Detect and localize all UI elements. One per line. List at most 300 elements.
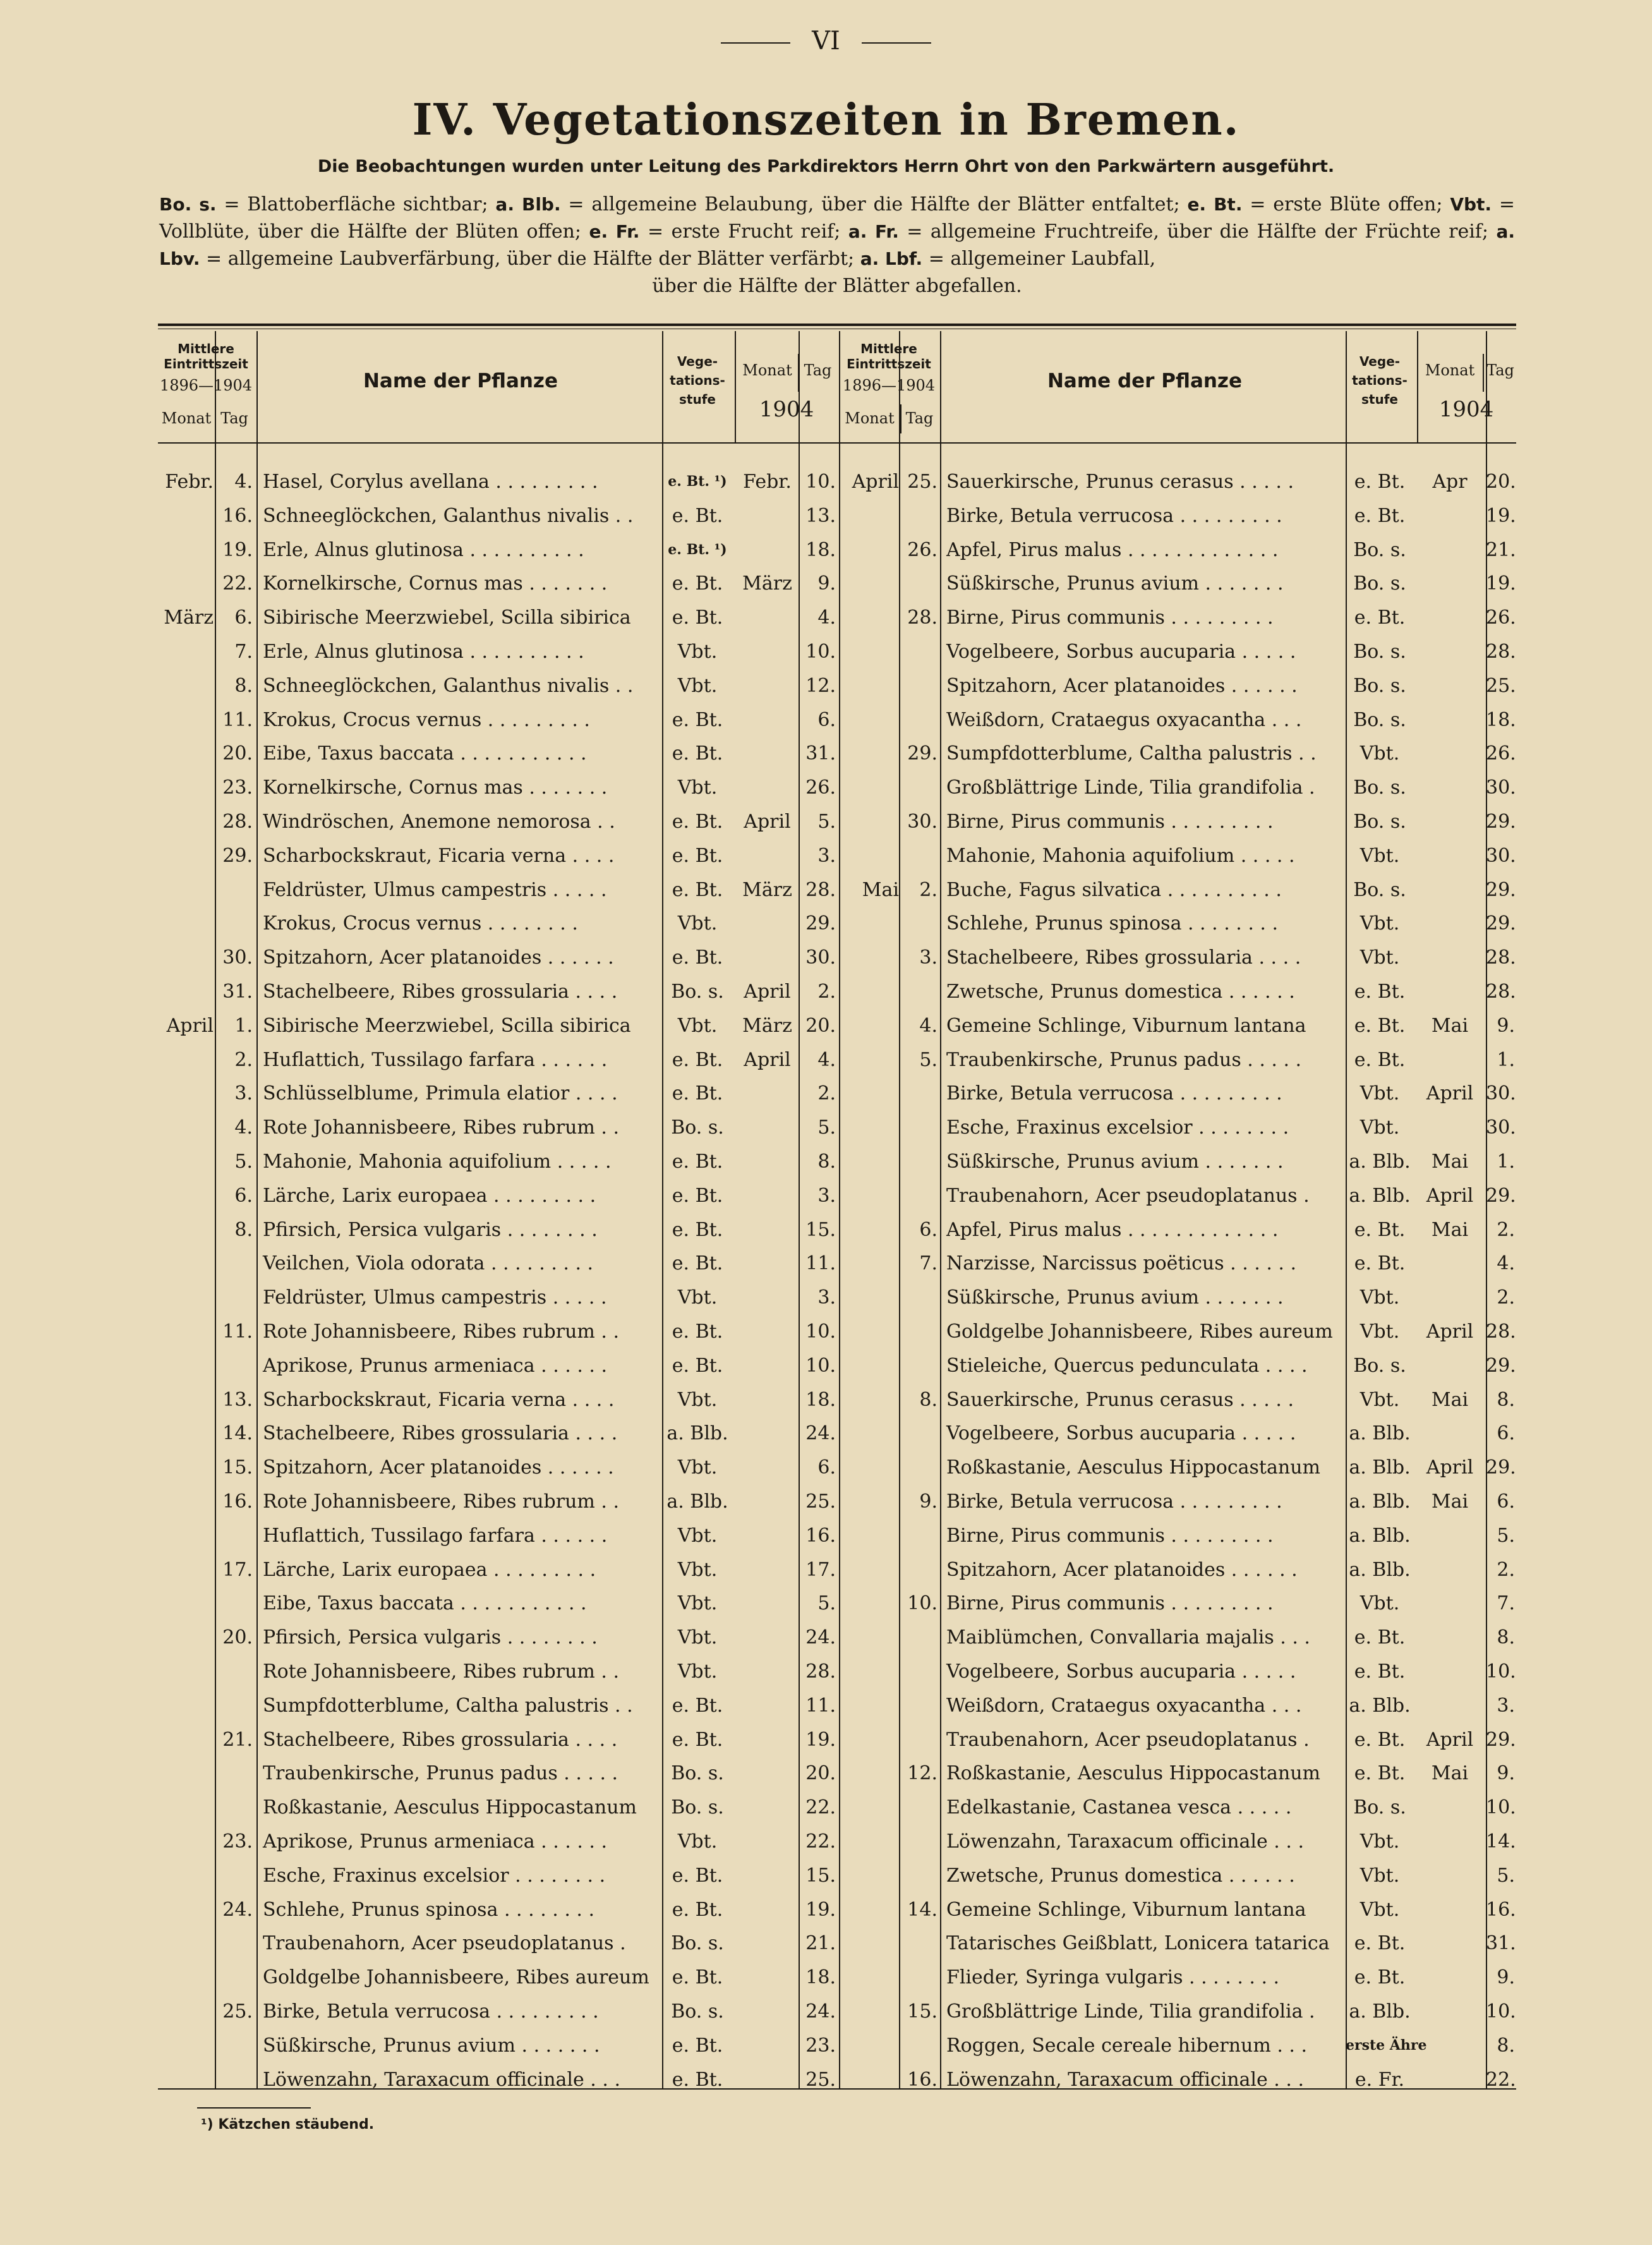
mean-day-cell: 9. bbox=[919, 1491, 938, 1513]
mean-month-cell bbox=[840, 499, 899, 533]
column-line bbox=[1417, 331, 1418, 442]
plant-name-cell: Sauerkirsche, Prunus cerasus . . . . . bbox=[946, 471, 1294, 493]
plant-name-cell: Goldgelbe Johannisbeere, Ribes aureum bbox=[946, 1321, 1333, 1343]
stage-cell: a. Blb. bbox=[1349, 1422, 1411, 1445]
mean-month-cell bbox=[159, 1315, 214, 1348]
observed-month-cell bbox=[737, 1621, 797, 1654]
plant-name-cell: Traubenkirsche, Prunus padus . . . . . bbox=[263, 1762, 618, 1785]
mean-day-cell: 13. bbox=[222, 1388, 253, 1411]
stage-cell: e. Bt. bbox=[1354, 1661, 1406, 1683]
observed-month-cell bbox=[1418, 805, 1482, 838]
plant-name-cell: Edelkastanie, Castanea vesca . . . . . bbox=[946, 1796, 1292, 1819]
mean-day-cell bbox=[901, 771, 938, 804]
mean-month-cell: Mai bbox=[862, 878, 899, 901]
stage-cell: Bo. s. bbox=[671, 1796, 724, 1819]
observed-month-cell bbox=[1418, 1417, 1482, 1450]
stage-cell: e. Bt. bbox=[672, 1151, 723, 1173]
observed-day-cell: 11. bbox=[805, 1694, 836, 1717]
observed-month-cell bbox=[737, 1825, 797, 1858]
mean-month-cell bbox=[159, 1757, 214, 1790]
stage-cell: Vbt. bbox=[677, 1524, 718, 1547]
stage-cell: Vbt. bbox=[677, 1014, 718, 1037]
observed-day-cell: 21. bbox=[805, 1932, 836, 1955]
mean-day-cell bbox=[216, 1519, 253, 1552]
header-year-monat: Monat bbox=[742, 361, 792, 379]
observed-day-cell: 3. bbox=[817, 844, 836, 867]
observed-month-cell bbox=[1418, 941, 1482, 974]
observed-month-cell bbox=[1418, 1111, 1482, 1144]
plant-name-cell: Süßkirsche, Prunus avium . . . . . . . bbox=[946, 1286, 1284, 1309]
observed-day-cell: 15. bbox=[805, 1218, 836, 1241]
mean-month-cell bbox=[159, 1519, 214, 1552]
mean-day-cell: 28. bbox=[907, 607, 938, 629]
mean-day-cell bbox=[901, 1655, 938, 1688]
observed-month-cell bbox=[737, 1655, 797, 1688]
observed-month-cell: April bbox=[1426, 1728, 1474, 1751]
stage-cell: e. Bt. bbox=[1354, 1762, 1406, 1785]
observed-day-cell: 26. bbox=[1486, 607, 1516, 629]
observed-month-cell bbox=[737, 1077, 797, 1110]
plant-name-cell: Rote Johannisbeere, Ribes rubrum . . bbox=[263, 1321, 619, 1343]
plant-name-cell: Zwetsche, Prunus domestica . . . . . . bbox=[946, 981, 1295, 1003]
plant-name-cell: Birke, Betula verrucosa . . . . . . . . . bbox=[946, 504, 1282, 527]
observed-month-cell bbox=[1418, 499, 1482, 533]
mean-month-cell bbox=[159, 1179, 214, 1213]
stage-cell: e. Bt. bbox=[672, 607, 723, 629]
observed-month-cell bbox=[737, 1417, 797, 1450]
stage-cell: e. Bt. bbox=[672, 844, 723, 867]
column-line bbox=[940, 331, 941, 2088]
observed-month-cell bbox=[737, 839, 797, 873]
mean-day-cell: 2. bbox=[234, 1048, 253, 1071]
mean-month-cell bbox=[840, 737, 899, 770]
stage-cell: Bo. s. bbox=[1353, 811, 1406, 833]
observed-day-cell: 5. bbox=[1497, 1864, 1515, 1887]
observed-day-cell: 30. bbox=[1486, 1082, 1516, 1105]
header-tations: tations- bbox=[670, 373, 725, 388]
observed-day-cell: 9. bbox=[1497, 1014, 1515, 1037]
mean-month-cell bbox=[159, 1689, 214, 1722]
plant-name-cell: Scharbockskraut, Ficaria verna . . . . bbox=[263, 844, 615, 867]
observed-day-cell: 29. bbox=[1486, 878, 1516, 901]
plant-name-cell: Esche, Fraxinus excelsior . . . . . . . . bbox=[263, 1864, 606, 1887]
mean-day-cell bbox=[216, 1247, 253, 1280]
mean-month-cell bbox=[840, 1859, 899, 1892]
observed-day-cell: 6. bbox=[817, 1456, 836, 1479]
observed-month-cell bbox=[737, 1247, 797, 1280]
stage-cell: e. Bt. bbox=[1354, 1966, 1406, 1989]
mean-month-cell bbox=[840, 805, 899, 838]
plant-name-cell: Traubenahorn, Acer pseudoplatanus . bbox=[946, 1184, 1310, 1207]
mean-month-cell bbox=[840, 703, 899, 737]
observed-month-cell bbox=[1418, 1893, 1482, 1927]
observed-month-cell bbox=[737, 1689, 797, 1722]
stage-cell: Vbt. bbox=[1360, 844, 1400, 867]
plant-name-cell: Eibe, Taxus baccata . . . . . . . . . . . bbox=[263, 742, 587, 765]
stage-cell: e. Bt. bbox=[672, 811, 723, 833]
observed-day-cell: 12. bbox=[805, 674, 836, 697]
mean-day-cell: 7. bbox=[234, 641, 253, 663]
mean-month-cell bbox=[159, 1723, 214, 1757]
observed-month-cell: März bbox=[742, 878, 792, 901]
observed-day-cell: 18. bbox=[805, 1966, 836, 1989]
mean-day-cell: 4. bbox=[234, 471, 253, 493]
mean-day-cell: 12. bbox=[907, 1762, 938, 1785]
page-subtitle: Die Beobachtungen wurden unter Leitung des Parkdirektors Herrn Ohrt von den Parkwärtern ausgeführt. bbox=[317, 157, 1335, 176]
plant-name-cell: Mahonie, Mahonia aquifolium . . . . . bbox=[263, 1151, 612, 1173]
mean-day-cell: 3. bbox=[919, 947, 938, 969]
observed-month-cell bbox=[737, 1315, 797, 1348]
mean-month-cell bbox=[840, 1043, 899, 1077]
stage-cell: Bo. s. bbox=[1353, 777, 1406, 799]
mean-month-cell bbox=[840, 1213, 899, 1247]
stage-cell: a. Blb. bbox=[666, 1491, 728, 1513]
observed-month-cell bbox=[1418, 975, 1482, 1008]
observed-day-cell: 21. bbox=[1486, 538, 1516, 561]
observed-month-cell: März bbox=[742, 572, 792, 595]
observed-day-cell: 31. bbox=[1486, 1932, 1516, 1955]
mean-month-cell bbox=[840, 1723, 899, 1757]
mean-month-cell bbox=[840, 1111, 899, 1144]
mean-day-cell: 4. bbox=[234, 1116, 253, 1139]
stage-cell: a. Blb. bbox=[1349, 1456, 1411, 1479]
mean-day-cell: 25. bbox=[222, 2000, 253, 2023]
stage-cell: e. Bt. ¹) bbox=[668, 541, 727, 558]
mean-month-cell bbox=[159, 1349, 214, 1383]
plant-name-cell: Goldgelbe Johannisbeere, Ribes aureum bbox=[263, 1966, 649, 1989]
observed-day-cell: 24. bbox=[805, 2000, 836, 2023]
plant-name-cell: Großblättrige Linde, Tilia grandifolia . bbox=[946, 777, 1315, 799]
plant-name-cell: Birke, Betula verrucosa . . . . . . . . . bbox=[946, 1082, 1282, 1105]
mean-day-cell: 11. bbox=[222, 708, 253, 731]
observed-month-cell: Mai bbox=[1431, 1151, 1469, 1173]
mean-day-cell bbox=[901, 975, 938, 1008]
observed-day-cell: 9. bbox=[817, 572, 836, 595]
mean-day-cell: 6. bbox=[919, 1218, 938, 1241]
stage-cell: Bo. s. bbox=[1353, 878, 1406, 901]
mean-day-cell bbox=[901, 703, 938, 737]
legend-abbreviation: a. Blb. bbox=[495, 194, 561, 215]
observed-day-cell: 29. bbox=[1486, 912, 1516, 935]
stage-cell: Bo. s. bbox=[1353, 641, 1406, 663]
mean-day-cell: 21. bbox=[222, 1728, 253, 1751]
observed-day-cell: 14. bbox=[1486, 1830, 1516, 1853]
stage-cell: Vbt. bbox=[677, 1558, 718, 1581]
plant-name-cell: Sibirische Meerzwiebel, Scilla sibirica bbox=[263, 607, 631, 629]
mean-month-cell: Febr. bbox=[165, 471, 214, 493]
observed-month-cell bbox=[737, 1111, 797, 1144]
mean-month-cell bbox=[840, 975, 899, 1008]
legend-definition: = erste Blüte offen; bbox=[1242, 193, 1450, 215]
mean-month-cell bbox=[840, 1485, 899, 1518]
mean-month-cell bbox=[159, 975, 214, 1008]
observed-month-cell bbox=[1418, 1553, 1482, 1587]
stage-cell: e. Bt. bbox=[672, 1321, 723, 1343]
stage-cell: a. Blb. bbox=[666, 1422, 728, 1445]
plant-name-cell: Süßkirsche, Prunus avium . . . . . . . bbox=[946, 1151, 1284, 1173]
plant-name-cell: Rote Johannisbeere, Ribes rubrum . . bbox=[263, 1491, 619, 1513]
mean-month-cell bbox=[840, 941, 899, 974]
observed-month-cell bbox=[737, 1383, 797, 1417]
mean-day-cell bbox=[216, 1757, 253, 1790]
plant-name-cell: Maiblümchen, Convallaria majalis . . . bbox=[946, 1626, 1310, 1649]
mean-day-cell bbox=[901, 1859, 938, 1892]
observed-day-cell: 5. bbox=[1497, 1524, 1515, 1547]
observed-month-cell: April bbox=[744, 1048, 791, 1071]
plant-name-cell: Traubenkirsche, Prunus padus . . . . . bbox=[946, 1048, 1302, 1071]
plant-name-cell: Spitzahorn, Acer platanoides . . . . . . bbox=[946, 1558, 1298, 1581]
observed-month-cell bbox=[737, 771, 797, 804]
mean-day-cell: 20. bbox=[222, 1626, 253, 1649]
mean-month-cell bbox=[840, 533, 899, 567]
stage-cell: a. Blb. bbox=[1349, 1151, 1411, 1173]
table-top-rule bbox=[158, 324, 1516, 326]
mean-day-cell: 6. bbox=[234, 607, 253, 629]
observed-day-cell: 30. bbox=[805, 947, 836, 969]
stage-cell: Vbt. bbox=[1360, 1082, 1400, 1105]
observed-month-cell: Febr. bbox=[743, 471, 792, 493]
plant-name-cell: Schlehe, Prunus spinosa . . . . . . . . bbox=[263, 1898, 595, 1921]
plant-name-cell: Narzisse, Narcissus poëticus . . . . . . bbox=[946, 1252, 1297, 1275]
mean-day-cell bbox=[216, 1655, 253, 1688]
stage-cell: e. Bt. bbox=[672, 1048, 723, 1071]
abbreviation-legend bbox=[159, 191, 1515, 300]
mean-month-cell bbox=[840, 1995, 899, 2028]
mean-day-cell: 23. bbox=[222, 777, 253, 799]
mean-month-cell bbox=[840, 1009, 899, 1043]
observed-day-cell: 19. bbox=[1486, 504, 1516, 527]
mean-month-cell bbox=[159, 2063, 214, 2097]
plant-name-cell: Aprikose, Prunus armeniaca . . . . . . bbox=[263, 1830, 608, 1853]
observed-day-cell: 8. bbox=[1497, 2034, 1515, 2057]
mean-month-cell bbox=[840, 1689, 899, 1722]
mean-day-cell bbox=[901, 1689, 938, 1722]
observed-month-cell: April bbox=[1426, 1321, 1474, 1343]
header-stufe: stufe bbox=[1361, 392, 1398, 407]
observed-month-cell bbox=[737, 1213, 797, 1247]
observed-month-cell: Mai bbox=[1431, 1014, 1469, 1037]
stage-cell: Vbt. bbox=[1360, 1116, 1400, 1139]
mean-day-cell: 26. bbox=[907, 538, 938, 561]
observed-day-cell: 25. bbox=[805, 1491, 836, 1513]
observed-day-cell: 4. bbox=[1497, 1252, 1515, 1275]
plant-name-cell: Pfirsich, Persica vulgaris . . . . . . . . bbox=[263, 1626, 598, 1649]
plant-name-cell: Süßkirsche, Prunus avium . . . . . . . bbox=[946, 572, 1284, 595]
stage-cell: erste Ähre bbox=[1346, 2036, 1427, 2054]
mean-month-cell bbox=[840, 1281, 899, 1314]
mean-day-cell: 11. bbox=[222, 1321, 253, 1343]
observed-day-cell: 13. bbox=[805, 504, 836, 527]
mean-month-cell bbox=[159, 1077, 214, 1110]
mean-day-cell bbox=[901, 1451, 938, 1484]
observed-month-cell bbox=[1418, 1995, 1482, 2028]
mean-month-cell bbox=[159, 771, 214, 804]
observed-month-cell bbox=[1418, 1247, 1482, 1280]
plant-name-cell: Gemeine Schlinge, Viburnum lantana bbox=[946, 1014, 1306, 1037]
observed-month-cell bbox=[1418, 2063, 1482, 2097]
observed-month-cell bbox=[1418, 1349, 1482, 1383]
observed-day-cell: 17. bbox=[805, 1558, 836, 1581]
plant-name-cell: Huflattich, Tussilago farfara . . . . . . bbox=[263, 1524, 608, 1547]
mean-day-cell bbox=[901, 567, 938, 600]
observed-day-cell: 29. bbox=[1486, 811, 1516, 833]
observed-month-cell: April bbox=[1426, 1082, 1474, 1105]
mean-month-cell bbox=[840, 1247, 899, 1280]
mean-day-cell bbox=[901, 1927, 938, 1960]
observed-day-cell: 30. bbox=[1486, 1116, 1516, 1139]
mean-day-cell: 25. bbox=[907, 471, 938, 493]
observed-day-cell: 9. bbox=[1497, 1762, 1515, 1785]
mean-day-cell: 1. bbox=[234, 1014, 253, 1037]
mean-month-cell bbox=[159, 1791, 214, 1824]
plant-name-cell: Birke, Betula verrucosa . . . . . . . . . bbox=[946, 1491, 1282, 1513]
plant-name-cell: Veilchen, Viola odorata . . . . . . . . . bbox=[263, 1252, 594, 1275]
mean-month-cell bbox=[159, 1485, 214, 1518]
stage-cell: e. Bt. bbox=[1354, 1014, 1406, 1037]
mean-month-cell bbox=[159, 1553, 214, 1587]
mean-month-cell bbox=[159, 533, 214, 567]
header-monat: Monat bbox=[161, 409, 212, 427]
observed-day-cell: 29. bbox=[1486, 1184, 1516, 1207]
stage-cell: e. Bt. bbox=[1354, 1252, 1406, 1275]
mean-month-cell bbox=[159, 1281, 214, 1314]
plant-name-cell: Krokus, Crocus vernus . . . . . . . . . bbox=[263, 708, 590, 731]
mean-day-cell: 28. bbox=[222, 811, 253, 833]
stage-cell: e. Bt. bbox=[1354, 607, 1406, 629]
observed-month-cell bbox=[1418, 1961, 1482, 1994]
page-title: IV. Vegetationszeiten in Bremen. bbox=[412, 95, 1240, 145]
stage-cell: e. Bt. bbox=[672, 1354, 723, 1377]
mean-month-cell bbox=[840, 1519, 899, 1552]
observed-month-cell bbox=[1418, 839, 1482, 873]
plant-name-cell: Pfirsich, Persica vulgaris . . . . . . . . bbox=[263, 1218, 598, 1241]
observed-month-cell bbox=[1418, 1825, 1482, 1858]
stage-cell: Vbt. bbox=[677, 1830, 718, 1853]
mean-day-cell: 6. bbox=[234, 1184, 253, 1207]
legend-definition: = allgemeiner Laubfall, bbox=[922, 248, 1156, 270]
plant-name-cell: Schlehe, Prunus spinosa . . . . . . . . bbox=[946, 912, 1279, 935]
mean-day-cell: 30. bbox=[222, 947, 253, 969]
mean-month-cell bbox=[840, 2063, 899, 2097]
mean-day-cell bbox=[901, 635, 938, 669]
plant-name-cell: Schneeglöckchen, Galanthus nivalis . . bbox=[263, 504, 634, 527]
stage-cell: Vbt. bbox=[1360, 1898, 1400, 1921]
mean-month-cell bbox=[159, 1043, 214, 1077]
stage-cell: Vbt. bbox=[677, 1286, 718, 1309]
plant-name-cell: Sibirische Meerzwiebel, Scilla sibirica bbox=[263, 1014, 631, 1037]
mean-month-cell bbox=[840, 635, 899, 669]
plant-name-cell: Rote Johannisbeere, Ribes rubrum . . bbox=[263, 1116, 619, 1139]
observed-day-cell: 4. bbox=[817, 607, 836, 629]
mean-day-cell: 29. bbox=[222, 844, 253, 867]
observed-month-cell: Apr bbox=[1432, 471, 1468, 493]
stage-cell: e. Bt. bbox=[672, 708, 723, 731]
observed-day-cell: 28. bbox=[1486, 947, 1516, 969]
observed-day-cell: 1. bbox=[1497, 1151, 1515, 1173]
mean-month-cell bbox=[159, 1111, 214, 1144]
header-split-line bbox=[1483, 354, 1484, 392]
stage-cell: a. Blb. bbox=[1349, 1184, 1411, 1207]
stage-cell: Bo. s. bbox=[671, 1116, 724, 1139]
stage-cell: e. Bt. bbox=[1354, 1932, 1406, 1955]
stage-cell: e. Bt. bbox=[672, 572, 723, 595]
plant-name-cell: Zwetsche, Prunus domestica . . . . . . bbox=[946, 1864, 1295, 1887]
observed-month-cell: April bbox=[744, 811, 791, 833]
stage-cell: Bo. s. bbox=[1353, 572, 1406, 595]
mean-day-cell: 7. bbox=[919, 1252, 938, 1275]
mean-day-cell bbox=[901, 2029, 938, 2062]
header-vege: Vege- bbox=[677, 354, 718, 369]
observed-day-cell: 8. bbox=[1497, 1626, 1515, 1649]
header-mittlere: Mittlere bbox=[178, 341, 234, 356]
stage-cell: a. Blb. bbox=[1349, 1558, 1411, 1581]
plant-name-cell: Sumpfdotterblume, Caltha palustris . . bbox=[946, 742, 1317, 765]
observed-day-cell: 10. bbox=[805, 1321, 836, 1343]
observed-day-cell: 3. bbox=[817, 1184, 836, 1207]
plant-name-cell: Vogelbeere, Sorbus aucuparia . . . . . bbox=[946, 1422, 1296, 1445]
observed-day-cell: 2. bbox=[817, 981, 836, 1003]
mean-day-cell: 17. bbox=[222, 1558, 253, 1581]
mean-month-cell bbox=[840, 1417, 899, 1450]
mean-month-cell bbox=[840, 669, 899, 703]
plant-name-cell: Kornelkirsche, Cornus mas . . . . . . . bbox=[263, 777, 608, 799]
observed-month-cell bbox=[737, 1451, 797, 1484]
mean-month-cell bbox=[159, 703, 214, 737]
mean-day-cell: 8. bbox=[234, 674, 253, 697]
observed-day-cell: 29. bbox=[1486, 1354, 1516, 1377]
header-year-tag: Tag bbox=[804, 361, 832, 379]
mean-month-cell bbox=[840, 1077, 899, 1110]
observed-day-cell: 30. bbox=[1486, 777, 1516, 799]
observed-month-cell bbox=[1418, 601, 1482, 634]
observed-month-cell bbox=[737, 1791, 797, 1824]
mean-day-cell bbox=[216, 2029, 253, 2062]
observed-day-cell: 19. bbox=[1486, 572, 1516, 595]
mean-month-cell: April bbox=[852, 471, 899, 493]
observed-month-cell bbox=[737, 1961, 797, 1994]
plant-name-cell: Gemeine Schlinge, Viburnum lantana bbox=[946, 1898, 1306, 1921]
observed-month-cell bbox=[1418, 2029, 1482, 2062]
header-tations: tations- bbox=[1352, 373, 1408, 388]
stage-cell: e. Fr. bbox=[1354, 2068, 1405, 2091]
mean-day-cell: 8. bbox=[234, 1218, 253, 1241]
plant-name-cell: Löwenzahn, Taraxacum officinale . . . bbox=[263, 2068, 620, 2091]
observed-month-cell bbox=[737, 1553, 797, 1587]
plant-name-cell: Lärche, Larix europaea . . . . . . . . . bbox=[263, 1184, 596, 1207]
stage-cell: Bo. s. bbox=[1353, 708, 1406, 731]
plant-name-cell: Apfel, Pirus malus . . . . . . . . . . . . . bbox=[946, 1218, 1279, 1241]
observed-month-cell: Mai bbox=[1431, 1388, 1469, 1411]
mean-month-cell bbox=[159, 1961, 214, 1994]
mean-month-cell bbox=[159, 2029, 214, 2062]
header-monat: Monat bbox=[845, 409, 895, 427]
stage-cell: e. Bt. bbox=[1354, 1626, 1406, 1649]
mean-day-cell: 15. bbox=[222, 1456, 253, 1479]
observed-day-cell: 28. bbox=[805, 878, 836, 901]
observed-day-cell: 30. bbox=[1486, 844, 1516, 867]
observed-month-cell: April bbox=[744, 981, 791, 1003]
observed-day-cell: 20. bbox=[805, 1762, 836, 1785]
mean-month-cell bbox=[840, 1757, 899, 1790]
mean-day-cell bbox=[901, 669, 938, 703]
mean-day-cell bbox=[901, 1111, 938, 1144]
stage-cell: e. Bt. bbox=[672, 1728, 723, 1751]
mean-month-cell bbox=[159, 499, 214, 533]
mean-day-cell: 8. bbox=[919, 1388, 938, 1411]
observed-month-cell bbox=[737, 533, 797, 567]
mean-month-cell bbox=[159, 1655, 214, 1688]
plant-name-cell: Süßkirsche, Prunus avium . . . . . . . bbox=[263, 2034, 600, 2057]
